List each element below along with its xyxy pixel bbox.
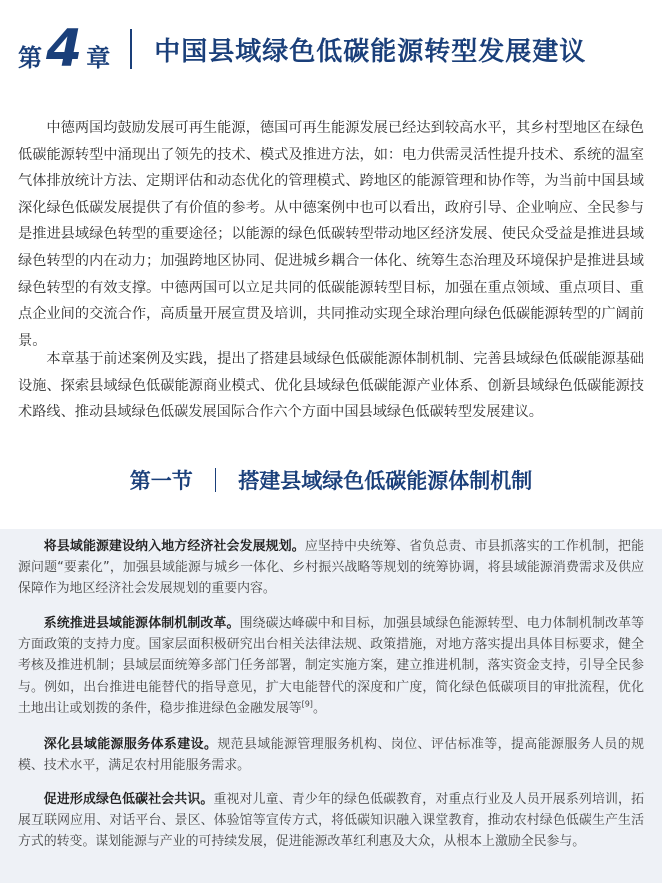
recommendation-lead: 深化县域能源服务体系建设。 <box>43 737 218 752</box>
recommendation-text: 规范县域能源管理服务机构、岗位、评估标准等，提高能源服务人员的规模、技术水平，满足农村用能服务需求。 <box>18 737 645 774</box>
section-number: 第一节 <box>129 469 193 493</box>
recommendation-lead: 促进形成绿色低碳社会共识。 <box>43 792 214 807</box>
recommendation-item: 系统推进县域能源体制机制改革。围绕碳达峰碳中和目标，加强县域绿色能源转型、电力体制机制改革等方面政策的支持力度。国家层面积极研究出台相关法律法规、政策措施，对地方落实提出具体目标要求，健全考核及推进机制；县域层面统筹多部门任务部署，制定实施方案，建立推进机制，落实资金支持，引导全民参与。例如，出台推进电能替代的指导意见，扩大电能替代的深度和广度，简化绿色低碳项目的审批流程，优化土地出让或划拨的条件，稳步推进绿色金融发展等[9]。 <box>18 616 645 716</box>
citation-reference: [9] <box>301 699 313 709</box>
chapter-divider <box>130 29 132 69</box>
recommendation-item <box>18 789 644 853</box>
recommendation-lead: 系统推进县域能源体制机制改革。 <box>43 616 240 631</box>
section-title: 搭建县域绿色低碳能源体制机制 <box>238 469 533 493</box>
chapter-number <box>18 19 111 79</box>
intro-paragraph-1: 中德两国均鼓励发展可再生能源，德国可再生能源发展已经达到较高水平，其乡村型地区在绿色低碳能源转型中涌现出了领先的技术、模式及推进方法，如：电力供需灵活性提升技术、系统的温室气体排放统计方法、定期评估和动态优化的管理模式、跨地区的能源管理和协作等，为当前中国县域深化绿色低碳发展提供了有价值的参考。从中德案例中也可以看出，政府引导、企业响应、全民参与是推进县域绿色转型的重要途径；以能源的绿色低碳转型带动地区经济发展、使民众受益是推进县域绿色转型的内在动力；加强跨地区协同、促进城乡耦合一体化、统筹生态治理及环境保护是推进县域绿色转型的有效支撑。中德两国可以立足共同的低碳能源转型目标，加强在重点领域、重点项目、重点企业间的交流合作，高质量开展宣贯及培训，共同推动实现全球治理向绿色低碳能源转型的广阔前景。 <box>18 120 644 349</box>
chapter-suffix: 章 <box>86 44 111 72</box>
recommendation-item <box>18 536 644 600</box>
section-header <box>0 460 662 500</box>
recommendation-text: 重视对儿童、青少年的绿色低碳教育，对重点行业及人员开展系列培训，拓展互联网应用、对话平台、景区、体验馆等宣传方式，将低碳知识融入课堂教育，推动农村绿色低碳生产生活方式的转变。谋划能源与产业的可持续发展，促进能源改革红利惠及大众，从根本上激励全民参与。 <box>18 792 645 850</box>
chapter-title: 中国县域绿色低碳能源转型发展建议 <box>154 36 587 67</box>
recommendation-text: 应坚持中央统筹、省负总责、市县抓落实的工作机制，把能源问题“要素化”，加强县域能源与城乡一体化、乡村振兴战略等规划的统筹协调，将县域能源消费需求及供应保障作为地区经济社会发展规划的重要内容。 <box>18 539 645 597</box>
intro-paragraph-2: 本章基于前述案例及实践，提出了搭建县域绿色低碳能源体制机制、完善县域绿色低碳能源基础设施、探索县域绿色低碳能源商业模式、优化县域绿色低碳能源产业体系、创新县域绿色低碳能源技术路线、推动县域绿色低碳发展国际合作六个方面中国县域绿色低碳转型发展建议。 <box>18 351 644 421</box>
chapter-header <box>18 20 644 78</box>
recommendation-item <box>18 734 644 776</box>
chapter-prefix: 第 <box>18 44 42 72</box>
chapter-number-digit: 4 <box>46 19 83 79</box>
recommendation-text: 围绕碳达峰碳中和目标，加强县域绿色能源转型、电力体制机制改革等方面政策的支持力度。国家层面积极研究出台相关法律法规、政策措施，对地方落实提出具体目标要求，健全考核及推进机制；县域层面统筹多部门任务部署，制定实施方案，建立推进机制，落实资金支持，引导全民参与。例如，出台推进电能替代的指导意见，扩大电能替代的深度和广度，简化绿色低碳项目的审批流程，优化土地出让或划拨的条件，稳步推进绿色金融发展等 <box>18 616 645 716</box>
recommendation-lead: 将县域能源建设纳入地方经济社会发展规划。 <box>43 539 305 554</box>
section-divider <box>215 468 217 492</box>
